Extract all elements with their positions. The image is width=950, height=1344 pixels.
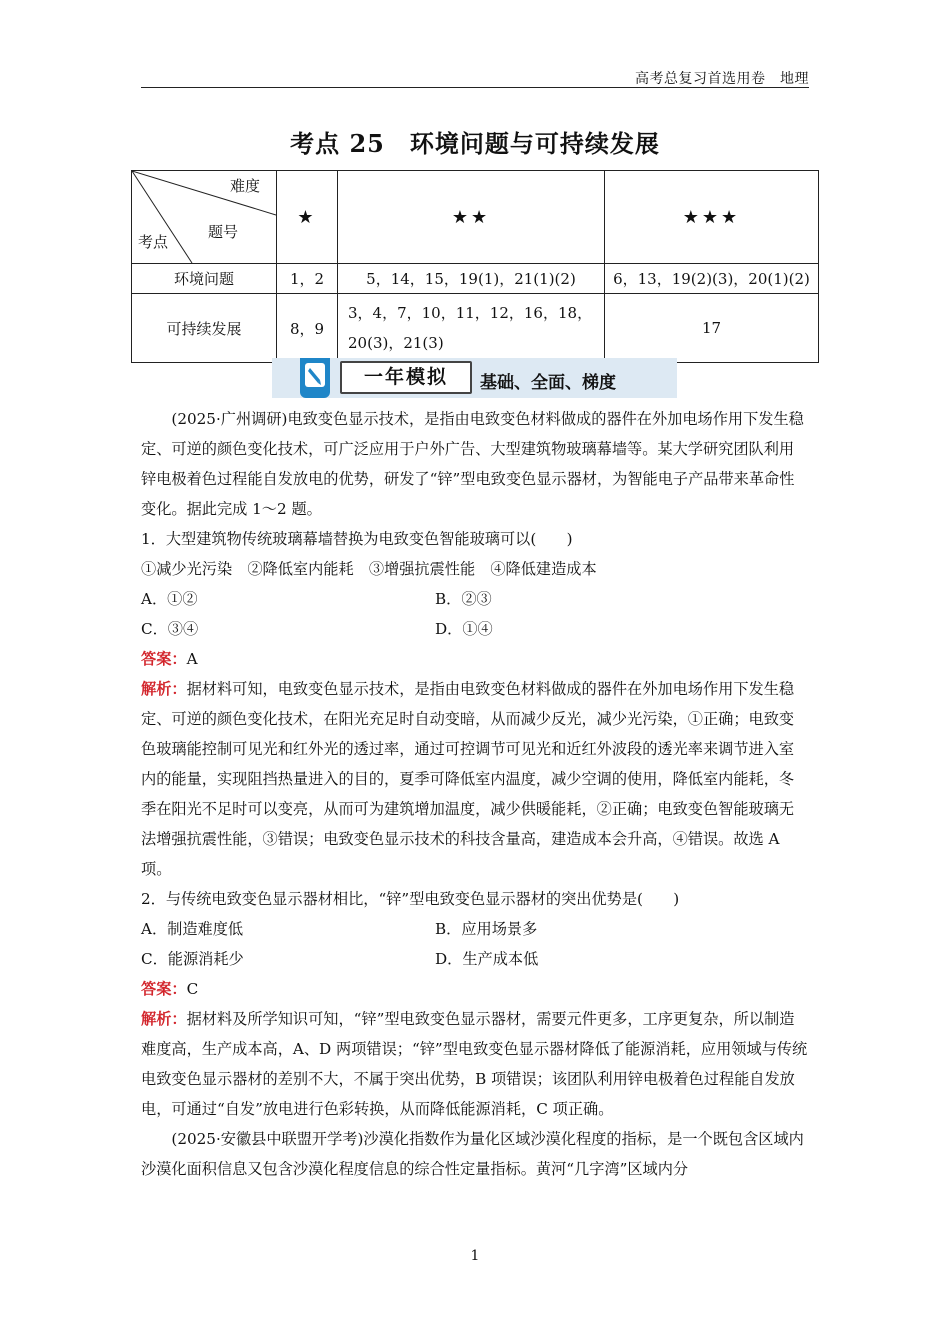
level-2-star: ★★ [338, 171, 605, 264]
header-rule [141, 87, 809, 88]
difficulty-table [131, 170, 819, 363]
banner-subtitle: 基础、全面、梯度 [480, 373, 616, 393]
q1-options-row-2 [141, 614, 809, 644]
q2-option-c: C．能源消耗少 [141, 950, 244, 968]
q2-answer [141, 974, 809, 1004]
q2-option-b: B．应用场景多 [435, 920, 538, 938]
passage-2: (2025·安徽县中联盟开学考)沙漠化指数作为量化区域沙漠化程度的指标，是一个既包含区域内沙漠化面积信息又包含沙漠化程度信息的综合性定量指标。黄河“几字湾”区域内分 [141, 1130, 804, 1178]
analysis-text: 据材料可知，电致变色显示技术，是指由电致变色材料做成的器件在外加电场作用下发生稳定、可逆的颜色变化技术，在阳光充足时自动变暗，从而减少反光，减少光污染，①正确；电致变色玻璃能控制可见光和红外光的透过率，通过可控调节可见光和近红外波段的透光率来调节进入室内的能量，实现阻挡热量进入的目的，夏季可降低室内温度，减少空调的使用，降低室内能耗，冬季在阳光不足时可以变亮，从而可为建筑增加温度，减少供暖能耗，②正确；电致变色智能玻璃无法增强抗震性能，③错误；电致变色显示技术的科技含量高，建造成本会升高，④错误。故选 A 项。 [141, 680, 795, 878]
topic-cell: 环境问题 [132, 264, 277, 294]
level-3-star: ★★★ [605, 171, 819, 264]
answer-value: C [186, 980, 199, 998]
table-row [132, 264, 819, 294]
running-header: 高考总复习首选用卷 地理 [635, 71, 809, 87]
answer-value: A [186, 650, 198, 668]
level-1-star: ★ [277, 171, 338, 264]
medium-cell: 3，4，7，10，11，12，16，18，20(3)，21(3) [338, 294, 605, 363]
header-difficulty: 难度 [229, 177, 260, 195]
q1-options-row-1 [141, 584, 809, 614]
analysis-text: 据材料及所学知识可知，“锌”型电致变色显示器材，需要元件更多，工序更复杂，所以制造难度高，生产成本高，A、D 两项错误；“锌”型电致变色显示器材降低了能源消耗，应用领域与传统电致变色显示器材的差别不大，不属于突出优势，B 项错误；该团队利用锌电极着色过程能自发放电，可通过“自发”放电进行色彩转换，从而降低能源消耗，C 项正确。 [141, 1010, 808, 1118]
q2-option-a: A．制造难度低 [141, 920, 244, 938]
banner-tag: 一年模拟 [340, 361, 472, 394]
q2-options-row-1 [141, 914, 809, 944]
header-question-no: 题号 [208, 223, 239, 241]
q1-analysis [141, 674, 809, 884]
hard-cell: 17 [605, 294, 819, 363]
hard-cell: 6，13，19(2)(3)，20(1)(2) [605, 264, 819, 294]
analysis-label: 解析： [141, 1010, 187, 1028]
q2-analysis [141, 1004, 809, 1124]
page-title: 考点 25 环境问题与可持续发展 [290, 129, 660, 158]
q1-option-a: A．①② [141, 590, 198, 608]
header-topic: 考点 [138, 233, 169, 251]
q2-option-d: D．生产成本低 [435, 950, 539, 968]
q1-option-b: B．②③ [435, 590, 492, 608]
question-content [141, 404, 809, 1184]
medium-cell: 5，14，15，19(1)，21(1)(2) [338, 264, 605, 294]
q1-option-c: C．③④ [141, 620, 199, 638]
easy-cell: 1，2 [277, 264, 338, 294]
q1-answer [141, 644, 809, 674]
q2-options-row-2 [141, 944, 809, 974]
q2-stem: 2．与传统电致变色显示器材相比，“锌”型电致变色显示器材的突出优势是( ) [141, 890, 680, 908]
table-corner-cell [132, 171, 277, 264]
answer-label: 答案： [141, 980, 187, 998]
pencil-icon [300, 358, 330, 398]
q1-items: ①减少光污染 ②降低室内能耗 ③增强抗震性能 ④降低建造成本 [141, 560, 597, 578]
analysis-label: 解析： [141, 680, 187, 698]
page-number: 1 [470, 1248, 480, 1264]
easy-cell: 8，9 [277, 294, 338, 363]
passage-1: (2025·广州调研)电致变色显示技术，是指由电致变色材料做成的器件在外加电场作用下发生稳定、可逆的颜色变化技术，可广泛应用于户外广告、大型建筑物玻璃幕墙等。某大学研究团队利用锌电极着色过程能自发放电的优势，研发了“锌”型电致变色显示器材，为智能电子产品带来革命性变化。据此完成 1～2 题。 [141, 410, 804, 518]
table-row [132, 294, 819, 363]
q1-stem: 1．大型建筑物传统玻璃幕墙替换为电致变色智能玻璃可以( ) [141, 530, 573, 548]
q1-option-d: D．①④ [435, 620, 493, 638]
topic-cell: 可持续发展 [132, 294, 277, 363]
answer-label: 答案： [141, 650, 187, 668]
section-banner [272, 358, 677, 398]
